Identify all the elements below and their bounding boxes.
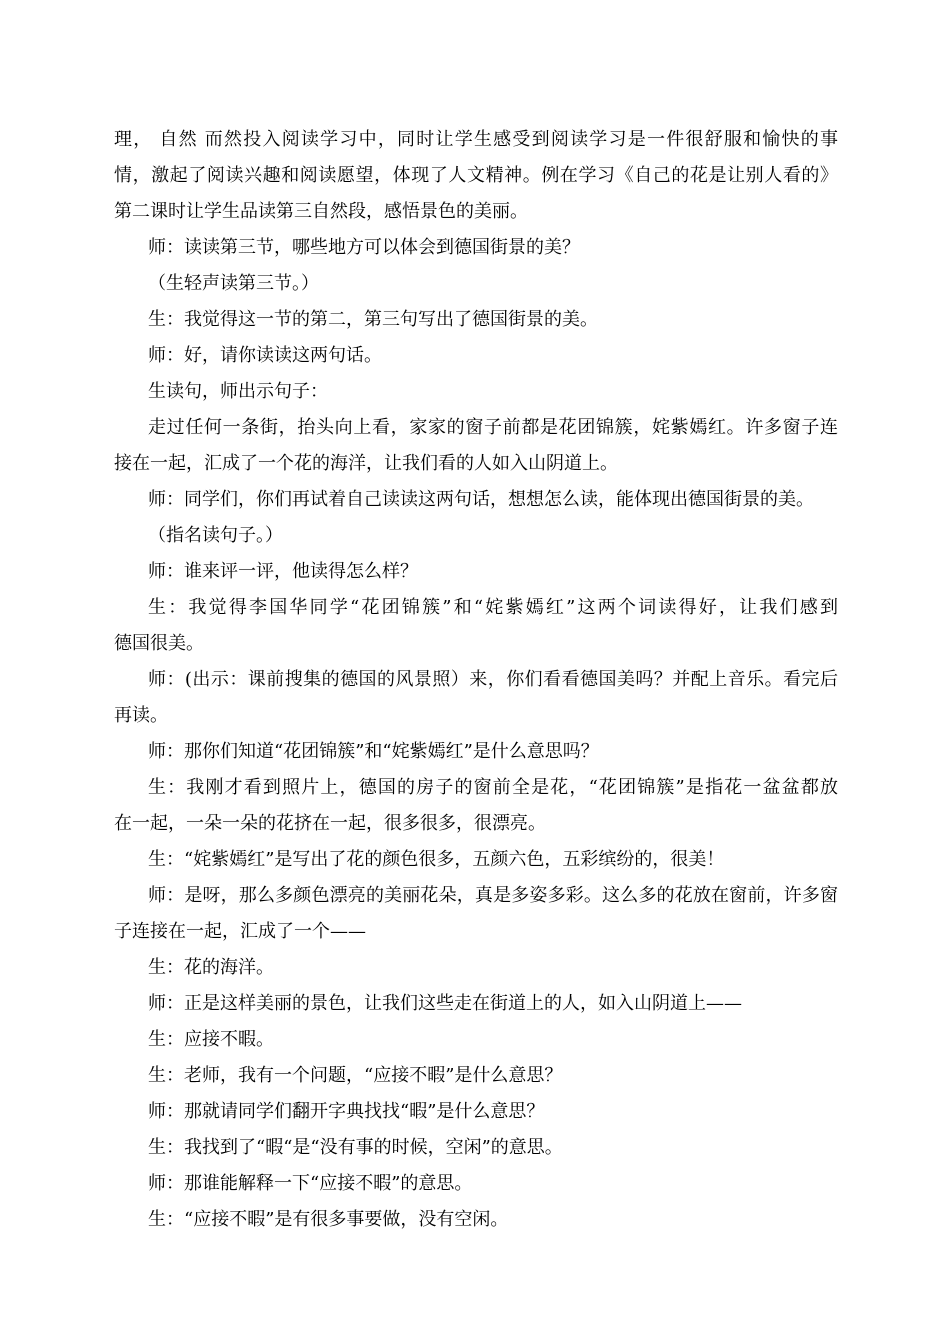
text-line: （生轻声读第三节。）	[148, 273, 319, 294]
paragraph	[114, 986, 838, 1022]
text-line: 生：我找到了“暇“是“没有事的时候，空闲”的意思。	[148, 1137, 563, 1158]
text-line: 生：老师，我有一个问题，“应接不暇”是什么意思？	[148, 1065, 563, 1086]
paragraph	[114, 1166, 838, 1202]
text-line: 师：那就请同学们翻开字典找找“暇”是什么意思？	[148, 1101, 545, 1122]
paragraph	[114, 1022, 838, 1058]
paragraph	[114, 770, 838, 842]
paragraph	[114, 878, 838, 950]
text-line: 再读。	[114, 705, 168, 726]
text-line: 师：读读第三节，哪些地方可以体会到德国街景的美？	[148, 237, 580, 258]
text-line: 生读句，师出示句子：	[148, 381, 328, 402]
text-line: （指名读句子。）	[148, 525, 283, 546]
text-line: 生：花的海洋。	[148, 957, 274, 978]
text-line: 在一起，一朵一朵的花挤在一起，很多很多，很漂亮。	[114, 813, 546, 834]
text-line: 师：那你们知道“花团锦簇”和“姹紫嫣红”是什么意思吗？	[148, 741, 599, 762]
paragraph	[114, 734, 838, 770]
paragraph	[114, 590, 838, 662]
text-line: 生：应接不暇。	[148, 1029, 274, 1050]
paragraph	[114, 842, 838, 878]
text-line: 师：谁来评一评，他读得怎么样？	[148, 561, 418, 582]
text-line: 生：我刚才看到照片上，德国的房子的窗前全是花，“花团锦簇”是指花一盆盆都放	[148, 777, 838, 798]
paragraph	[114, 266, 838, 302]
text-line: 理， 自然 而然投入阅读学习中，同时让学生感受到阅读学习是一件很舒服和愉快的事	[114, 129, 838, 150]
text-line: 子连接在一起，汇成了一个——	[114, 921, 366, 942]
paragraph	[114, 230, 838, 266]
paragraph	[114, 410, 838, 482]
text-line: 生：我觉得李国华同学“花团锦簇”和“姹紫嫣红”这两个词读得好，让我们感到	[148, 597, 838, 618]
paragraph	[114, 518, 838, 554]
text-line: 生：我觉得这一节的第二，第三句写出了德国街景的美。	[148, 309, 598, 330]
paragraph	[114, 1094, 838, 1130]
paragraph	[114, 1058, 838, 1094]
paragraph	[114, 1130, 838, 1166]
text-line: 情，激起了阅读兴趣和阅读愿望，体现了人文精神。例在学习《自己的花是让别人看的》	[114, 165, 838, 186]
text-line: 师：(出示：课前搜集的德国的风景照）来，你们看看德国美吗？并配上音乐。看完后	[148, 669, 838, 690]
text-line: 师：同学们，你们再试着自己读读这两句话，想想怎么读，能体现出德国街景的美。	[148, 489, 814, 510]
text-line: 师：正是这样美丽的景色，让我们这些走在街道上的人，如入山阴道上——	[148, 993, 742, 1014]
paragraph	[114, 302, 838, 338]
paragraph	[114, 950, 838, 986]
paragraph	[114, 374, 838, 410]
text-line: 接在一起，汇成了一个花的海洋，让我们看的人如入山阴道上。	[114, 453, 618, 474]
text-line: 师：那谁能解释一下“应接不暇”的意思。	[148, 1173, 473, 1194]
paragraph	[114, 338, 838, 374]
text-line: 师：好，请你读读这两句话。	[148, 345, 382, 366]
paragraph	[114, 1202, 838, 1238]
text-line: 师：是呀，那么多颜色漂亮的美丽花朵，真是多姿多彩。这么多的花放在窗前，许多窗	[148, 885, 838, 906]
paragraph	[114, 122, 838, 230]
paragraph	[114, 662, 838, 734]
paragraph	[114, 482, 838, 518]
text-line: 生：“应接不暇”是有很多事要做，没有空闲。	[148, 1209, 509, 1230]
text-line: 走过任何一条街，抬头向上看，家家的窗子前都是花团锦簇，姹紫嫣红。许多窗子连	[148, 417, 838, 438]
text-line: 德国很美。	[114, 633, 204, 654]
paragraph	[114, 554, 838, 590]
text-line: 第二课时让学生品读第三自然段，感悟景色的美丽。	[114, 201, 528, 222]
text-line: 生：“姹紫嫣红”是写出了花的颜色很多，五颜六色，五彩缤纷的，很美！	[148, 849, 725, 870]
